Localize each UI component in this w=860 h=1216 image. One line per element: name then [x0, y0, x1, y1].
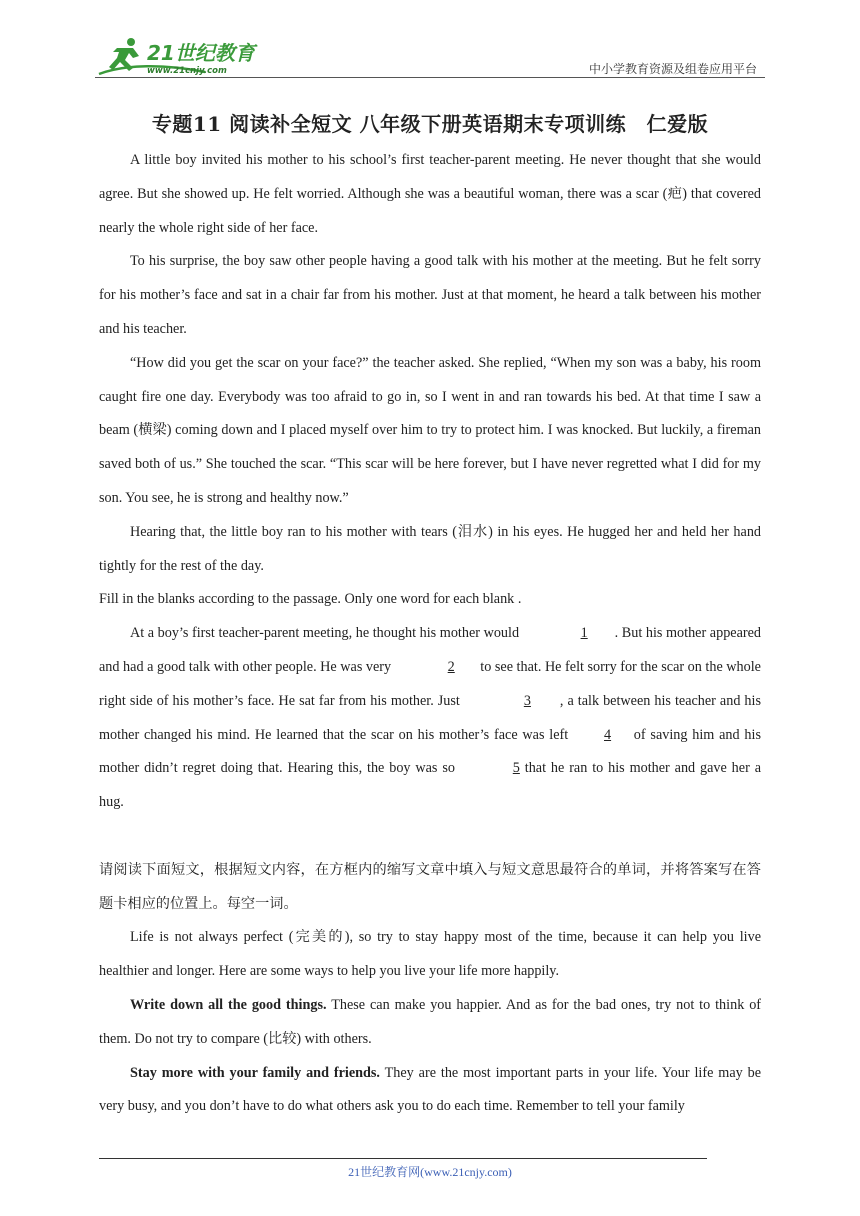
summary-text-3: to see that. He felt sorry for the scar on the whole right side of his mother’s face. He sat far from his mother. Just: [99, 658, 761, 709]
section-spacer: [99, 820, 761, 854]
blank-3[interactable]: 3: [523, 692, 531, 709]
passage2-paragraph-2-text: These can make you happier. And as for the bad ones, try not to think of them. Do not try to compare (比较) with others.: [99, 996, 762, 1047]
summary-text-6: that he ran to his mother and gave her a hug.: [99, 760, 761, 811]
passage1-paragraph-3: “How did you get the scar on your face?” the teacher asked. She replied, “When my son was a baby, his room caught fire one day. Everybody was too afraid to go in, so I went in and ran towards his bed. At that time I saw a beam (横梁) coming down and I placed myself over him to try to protect him. I was knocked. But luckily, a fireman saved both of us.” She touched the scar. “This scar will be here forever, but I have never regretted what I did for my son. You see, he is strong and healthy now.”: [99, 354, 761, 506]
passage1-instruction: Fill in the blanks according to the passage. Only one word for each blank .: [99, 591, 522, 608]
site-logo: [95, 34, 265, 78]
blank-5[interactable]: 5: [512, 760, 520, 777]
header-platform-text: 中小学教育资源及组卷应用平台: [588, 62, 757, 76]
blank-2[interactable]: 2: [447, 658, 455, 675]
passage2-paragraph-3: [99, 1057, 761, 1125]
blank-1[interactable]: 1: [580, 625, 588, 642]
passage2-instruction: 请阅读下面短文，根据短文内容，在方框内的缩写文章中填入与短文意思最符合的单词，并将答案写在答题卡相应的位置上。每空一词。: [99, 861, 761, 912]
summary-text-2: . But his mother appeared and had a good talk with other people. He was very: [99, 625, 761, 675]
page-header: [95, 30, 765, 78]
header-divider: [95, 77, 765, 78]
footer-divider: [99, 1158, 707, 1159]
blank-4[interactable]: 4: [604, 726, 612, 743]
passage2-heading-1: Write down all the good things.: [130, 996, 327, 1013]
svg-text:www.21cnjy.com: www.21cnjy.com: [147, 66, 227, 76]
passage1-paragraph-2: To his surprise, the boy saw other people having a good talk with his mother at the meeting. But he felt sorry for his mother’s face and sat in a chair far from his mother. Just at that moment, he heard a talk between his mother and his teacher.: [99, 253, 761, 337]
svg-text:21世纪教育: 21世纪教育: [147, 41, 255, 65]
passage2-paragraph-3-text: They are the most important parts in your life. Your life may be very busy, and you don’t have to do what others ask you to do each time. Remember to tell your family: [99, 1064, 761, 1115]
passage2-paragraph-1: Life is not always perfect (完美的), so try to stay happy most of the time, because it can help you live healthier and longer. Here are some ways to help you live your life more happily.: [99, 929, 761, 980]
summary-text-5: of saving him and his mother didn’t regret doing that. Hearing this, the boy was so: [99, 726, 761, 777]
passage1-paragraph-1: A little boy invited his mother to his school’s first teacher-parent meeting. He never thought that she would agree. But she showed up. He felt worried. Although she was a beautiful woman, there was a scar (疤) that covered nearly the whole right side of her face.: [99, 152, 761, 236]
summary-text-1: At a boy’s first teacher-parent meeting, he thought his mother would: [130, 625, 523, 642]
summary-paragraph: [99, 617, 761, 820]
page-title: 专题11 阅读补全短文 八年级下册英语期末专项训练 仁爱版: [151, 112, 709, 136]
passage2-paragraph-2: [99, 989, 761, 1057]
summary-text-4: , a talk between his teacher and his mother changed his mind. He learned that the scar on his mother’s face was left: [99, 692, 761, 743]
document-body: [99, 144, 761, 1124]
passage1-paragraph-4: Hearing that, the little boy ran to his mother with tears (泪水) in his eyes. He hugged her and held her hand tightly for the rest of the day.: [99, 523, 761, 574]
page-footer: 21世纪教育网(www.21cnjy.com): [348, 1165, 512, 1179]
passage2-heading-2: Stay more with your family and friends.: [130, 1064, 380, 1081]
